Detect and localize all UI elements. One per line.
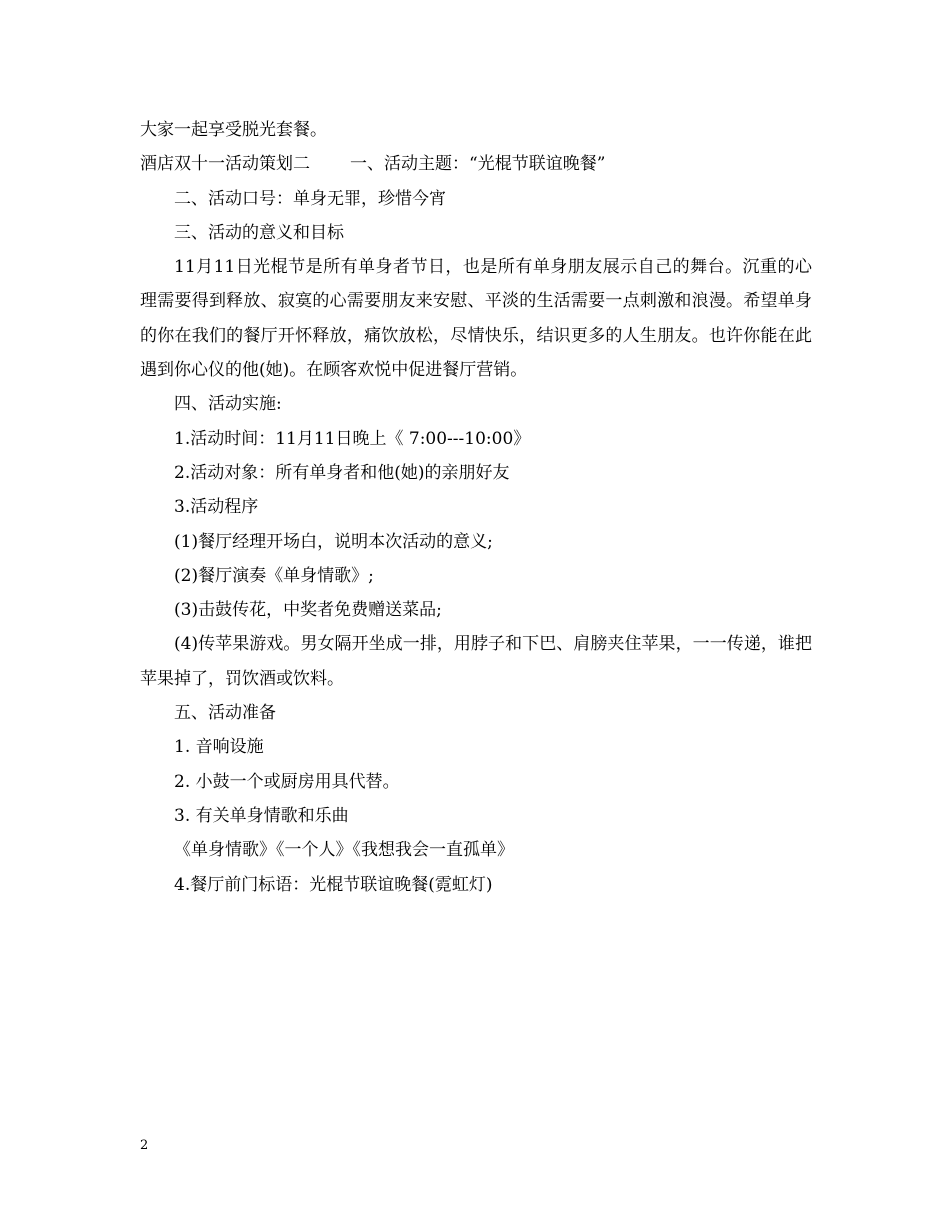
heading-activity-slogan: 二、活动口号：单身无罪，珍惜今宵: [174, 188, 446, 209]
list-item-apple-game: (4)传苹果游戏。男女隔开坐成一排，用脖子和下巴、肩膀夹住苹果，一一传递，谁把苹果掉了，罚饮酒或饮料。: [140, 634, 812, 689]
list-item: 3.活动程序: [174, 497, 259, 518]
text-line: 大家一起享受脱光套餐。: [140, 120, 327, 140]
song-list: 《单身情歌》《一个人》《我想我会一直孤单》: [174, 840, 514, 861]
list-item: 2. 小鼓一个或厨房用具代替。: [174, 771, 400, 792]
list-item: 1.活动时间：11月11日晚上《 7:00---10:00》: [174, 428, 531, 449]
list-item: (3)击鼓传花，中奖者免费赠送菜品;: [174, 600, 442, 621]
heading-activity-goals: 三、活动的意义和目标: [174, 222, 344, 243]
list-item: 2.活动对象：所有单身者和他(她)的亲朋好友: [174, 462, 510, 483]
heading-activity-preparation: 五、活动准备: [174, 703, 276, 724]
list-item: (2)餐厅演奏《单身情歌》;: [174, 565, 374, 586]
heading-activity-theme: 一、活动主题：“光棍节联谊晚餐”: [350, 154, 606, 175]
paragraph-activity-meaning: 11月11日光棍节是所有单身者节日，也是所有单身朋友展示自己的舞台。沉重的心理需要得到释放、寂寞的心需要朋友来安慰、平淡的生活需要一点刺激和浪漫。希望单身的你在我们的餐厅开怀释放，痛饮放松，尽情快乐，结识更多的人生朋友。也许你能在此遇到你心仪的他(她)。在顾客欢悦中促进餐厅营销。: [140, 257, 812, 381]
list-item: 3. 有关单身情歌和乐曲: [174, 805, 349, 826]
heading-activity-implementation: 四、活动实施:: [174, 394, 282, 415]
text-line-with-heading: [140, 147, 812, 181]
list-item: (1)餐厅经理开场白，说明本次活动的意义;: [174, 531, 493, 552]
document-body: [140, 113, 812, 902]
section-title: 酒店双十一活动策划二: [140, 154, 310, 175]
list-item: 4.餐厅前门标语：光棍节联谊晚餐(霓虹灯): [174, 874, 493, 895]
page-number: 2: [140, 1138, 149, 1153]
list-item: 1. 音响设施: [174, 737, 264, 758]
